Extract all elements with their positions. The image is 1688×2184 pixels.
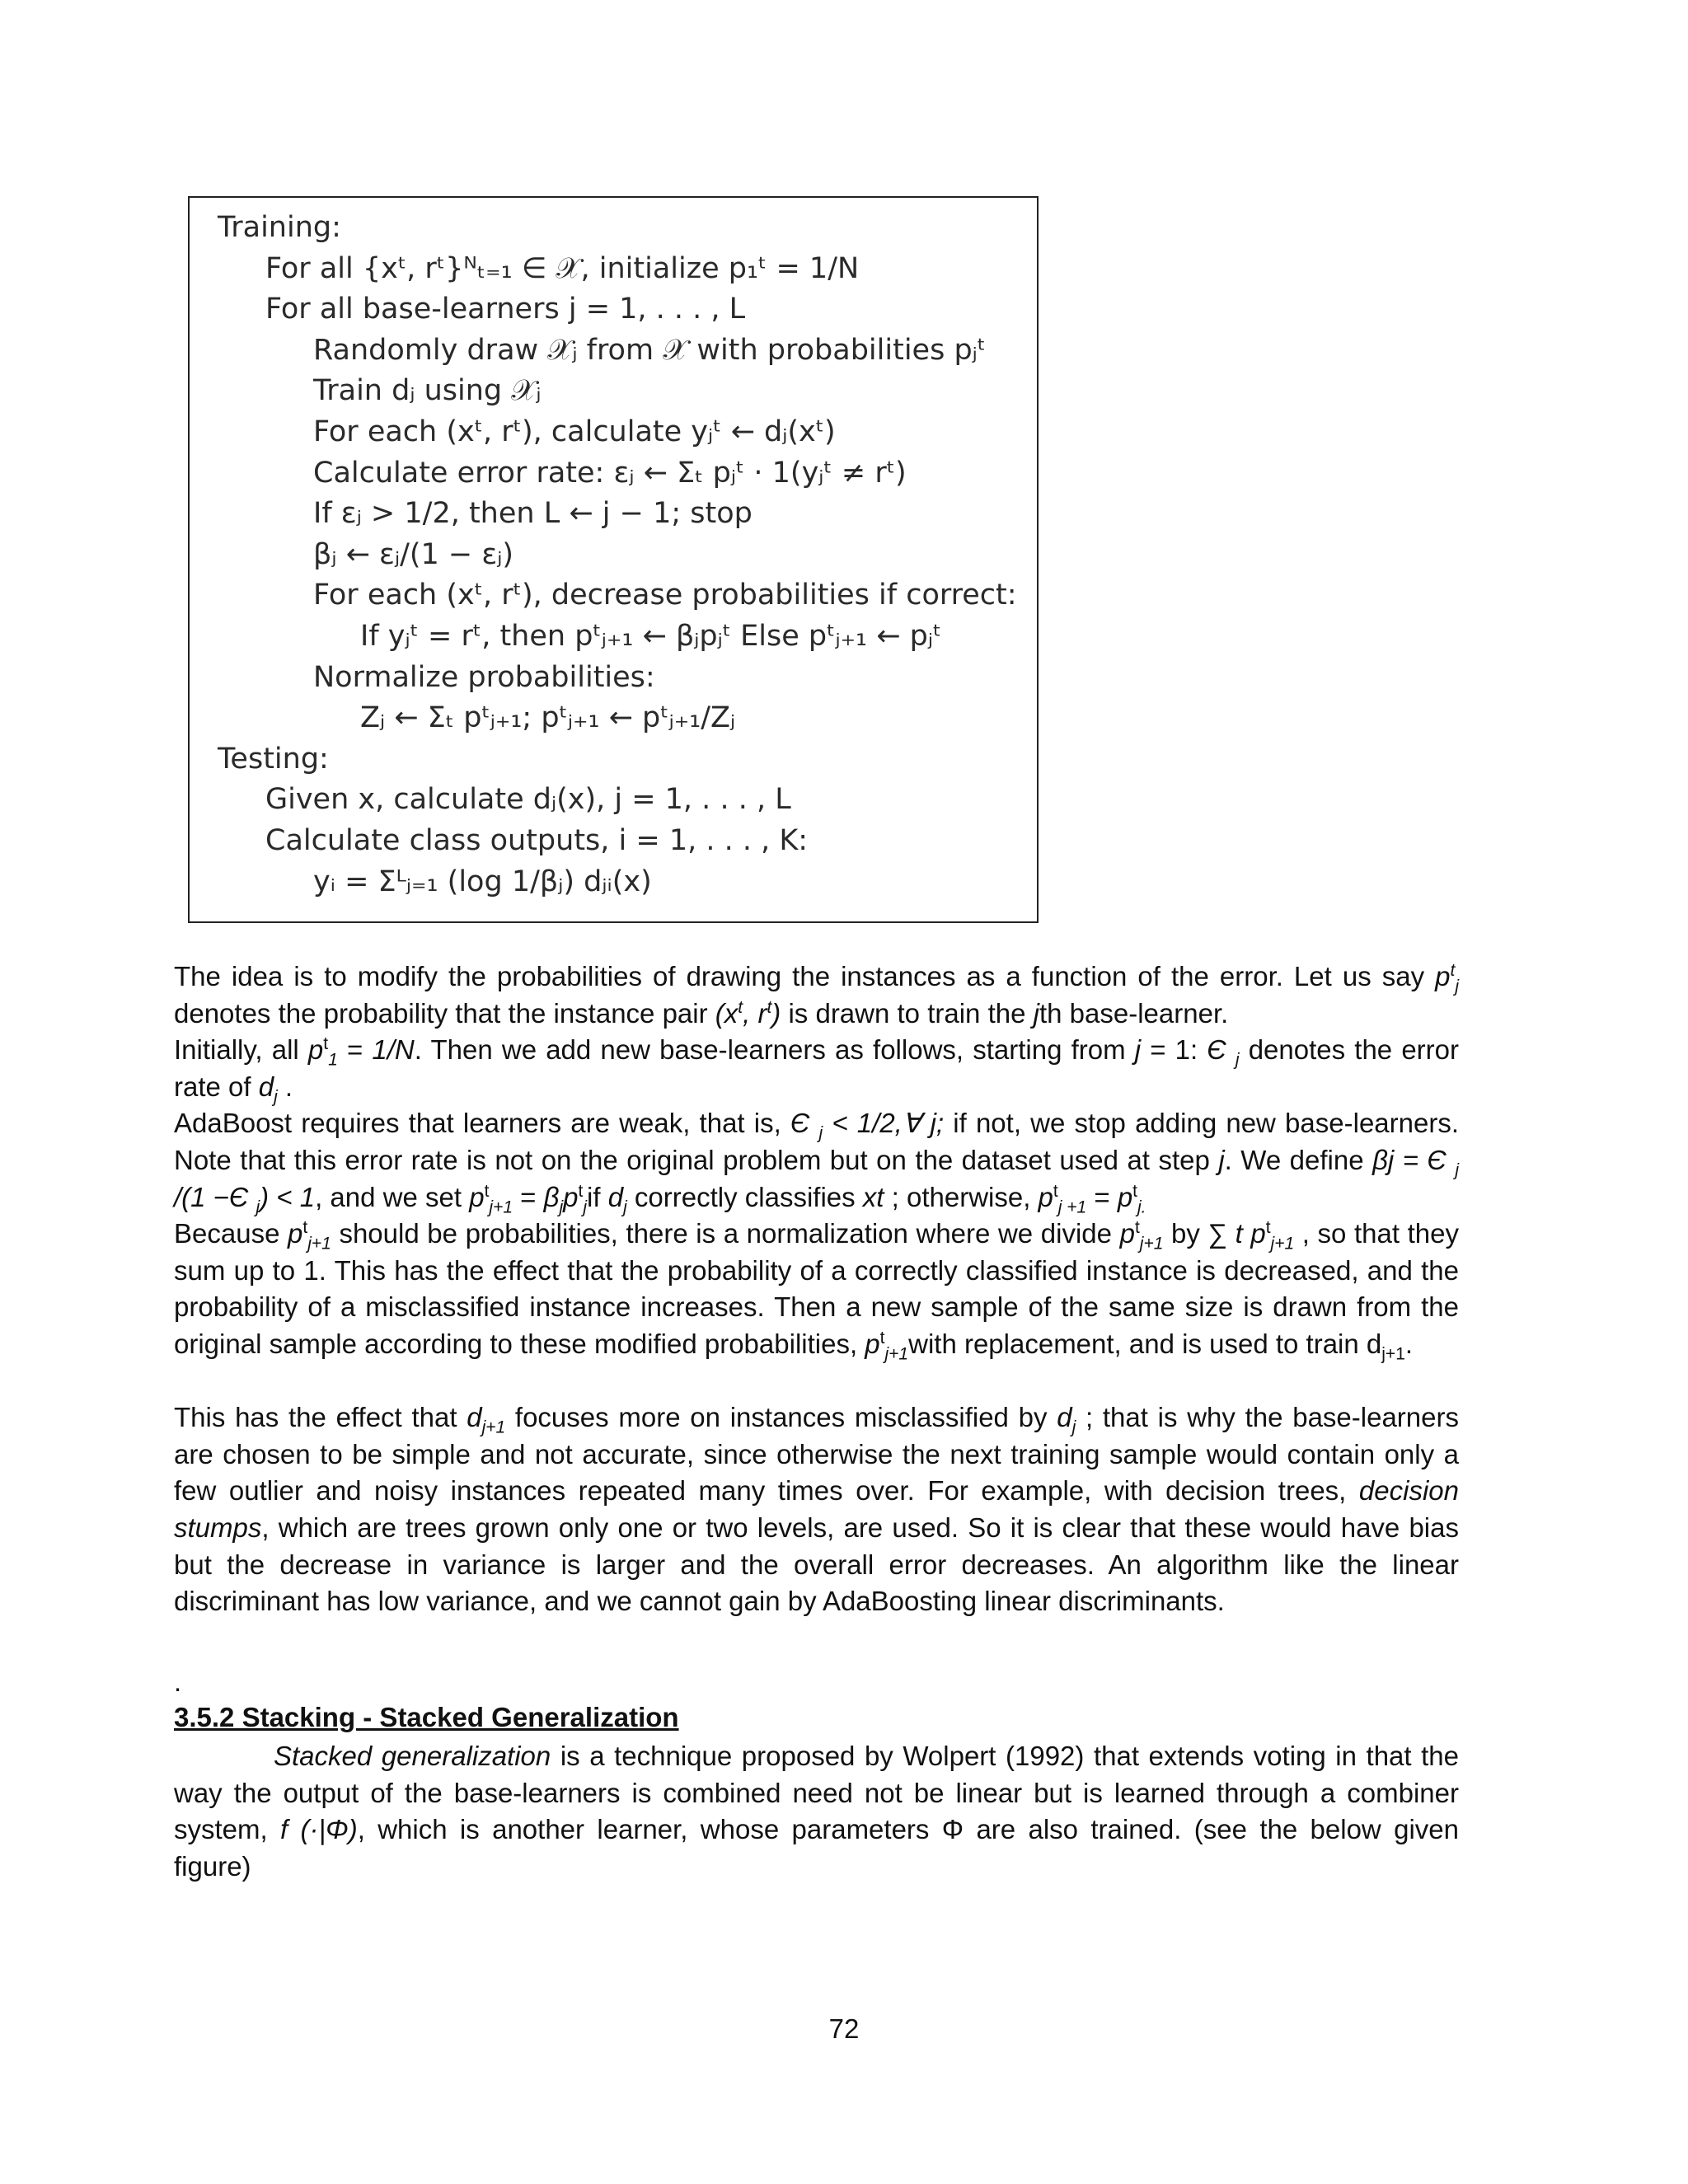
algo-line: For each (xᵗ, rᵗ), calculate yⱼᵗ ← dⱼ(xᵗ): [313, 415, 836, 448]
paragraph: Initially, all $p^t_1 = 1/N$. Then we add new base-learners as follows, starting from j = 1: Є $_j$ denotes the error rate of $d_j$ .: [174, 1034, 1459, 1107]
algo-line: Training:: [218, 211, 341, 244]
algo-line: Normalize probabilities:: [313, 660, 655, 694]
algo-line: Testing:: [218, 742, 329, 776]
section-heading: 3.5.2 Stacking - Stacked Generalization: [174, 1702, 679, 1732]
body-text: [174, 958, 1459, 1620]
algo-line: βⱼ ← εⱼ/(1 − εⱼ): [313, 537, 514, 571]
algo-line: If yⱼᵗ = rᵗ, then pᵗⱼ₊₁ ← βⱼpⱼᵗ Else pᵗⱼ₊₁ ← pⱼᵗ: [360, 619, 942, 653]
algo-line: Train dⱼ using 𝒳ⱼ: [313, 374, 542, 408]
paragraph: AdaBoost requires that learners are weak, that is, Є $_j$ < 1/2,∀ j; if not, we stop adding new base-learners. Note that this error rate is not on the original problem but on the dataset used at step j. We define βj = Є $_j$ /(1 −Є $_j$) < 1, and we set $p^t_{j+1} = \beta_jp^t_jif$ $d_j$ correctly classifies xt ; otherwise, $p^t_{j +1} = p^t_{j.}$: [174, 1108, 1460, 1217]
algo-line: Zⱼ ← Σₜ pᵗⱼ₊₁; pᵗⱼ₊₁ ← pᵗⱼ₊₁/Zⱼ: [360, 701, 736, 735]
algo-line: Randomly draw 𝒳ⱼ from 𝒳 with probabilities pⱼᵗ: [313, 333, 987, 367]
algo-line: For all {xᵗ, rᵗ}ᴺₜ₌₁ ∈ 𝒳, initialize p₁ᵗ = 1/N: [265, 251, 860, 285]
algo-line: Given x, calculate dⱼ(x), j = 1, . . . , L: [265, 783, 791, 817]
paragraph: This has the effect that $d_{j+1}$ focuses more on instances misclassified by $d_j$ ; that is why the base-learners are chosen to be simple and not accurate, since otherwise the next training sample would contain only a few outlier and noisy instances repeated many times over. For example, with decision trees, decision stumps, which are trees grown only one or two levels, are used. So it is clear that these would have bias but the decrease in variance is larger and the overall error decreases. An algorithm like the linear discriminant has low variance, and we cannot gain by AdaBoosting linear discriminants.: [174, 1402, 1459, 1617]
algo-line: Calculate error rate: εⱼ ← Σₜ pⱼᵗ · 1(yⱼᵗ ≠ rᵗ): [313, 456, 907, 490]
paragraph: Stacked generalization is a technique proposed by Wolpert (1992) that extends voting in that the way the output of the base-learners is combined need not be linear but is learned through a combiner system, f (·|Φ), which is another learner, whose parameters Φ are also trained. (see the below given figure): [174, 1741, 1459, 1882]
algo-line: If εⱼ > 1/2, then L ← j − 1; stop: [313, 497, 753, 531]
algo-line: For each (xᵗ, rᵗ), decrease probabilities if correct:: [313, 579, 1017, 612]
algo-line: Calculate class outputs, i = 1, . . . , K:: [265, 823, 809, 857]
paragraph: The idea is to modify the probabilities of drawing the instances as a function of the error. Let us say $p^t_j$ denotes the probability that the instance pair ($x^t$, $r^t$) is drawn to train the jth base-learner.: [174, 961, 1459, 1029]
algo-line: For all base-learners j = 1, . . . , L: [265, 293, 746, 326]
body-text-2: [174, 1738, 1459, 1885]
page-number: 72: [828, 2013, 860, 2044]
algo-line: yᵢ = Σᴸⱼ₌₁ (log 1/βⱼ) dⱼᵢ(x): [313, 865, 652, 898]
stray-dot: .: [174, 1666, 182, 1697]
paragraph: Because $p^t_{j+1}$ should be probabilities, there is a normalization where we divide $p^t_{j+1}$ by ∑ t $p^t_{j+1}$ , so that they sum up to 1. This has the effect that the probability of a correctly classified instance is decreased, and the probability of a misclassified instance increases. Then a new sample of the same size is drawn from the original sample according to these modified probabilities, $p^t_{j+1}with$ replacement, and is used to train $d_{j+1}$.: [174, 1218, 1459, 1364]
algorithm-box: [188, 196, 1039, 923]
blank-line: [174, 1363, 1459, 1400]
